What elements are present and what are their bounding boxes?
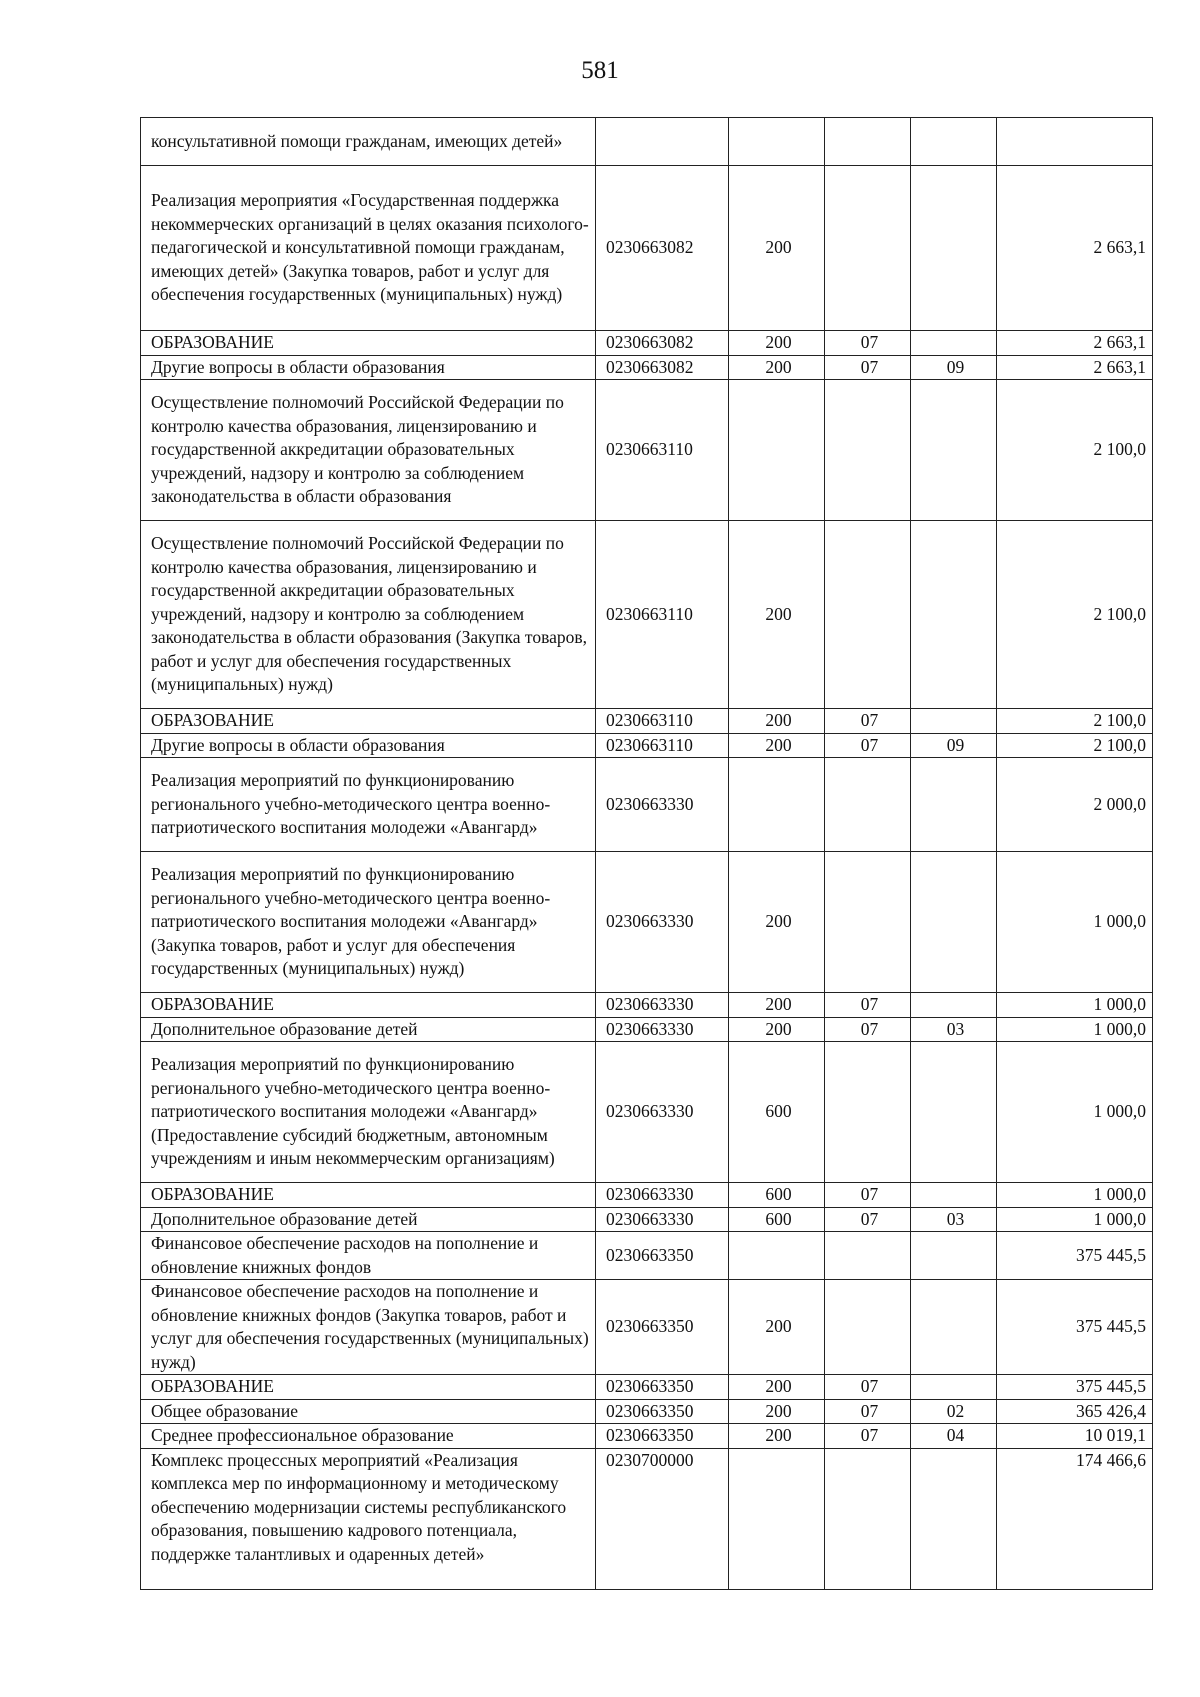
row-name-cell: Другие вопросы в области образования bbox=[141, 355, 596, 380]
row-vr-cell: 200 bbox=[729, 1399, 825, 1424]
row-pr-cell bbox=[911, 852, 997, 993]
row-sum-cell: 2 663,1 bbox=[997, 355, 1153, 380]
row-code-cell: 0230700000 bbox=[596, 1448, 729, 1589]
row-vr-cell bbox=[729, 380, 825, 521]
row-vr-cell bbox=[729, 1232, 825, 1280]
row-vr-cell: 600 bbox=[729, 1042, 825, 1183]
row-pr-cell bbox=[911, 380, 997, 521]
row-sum-cell: 1 000,0 bbox=[997, 1183, 1153, 1208]
table-row bbox=[141, 166, 1153, 331]
row-vr-cell bbox=[729, 118, 825, 166]
budget-table-body bbox=[141, 118, 1153, 1590]
row-sum-cell: 1 000,0 bbox=[997, 1042, 1153, 1183]
row-code-cell: 0230663350 bbox=[596, 1399, 729, 1424]
row-name-cell: Общее образование bbox=[141, 1399, 596, 1424]
budget-table bbox=[140, 117, 1153, 1590]
table-row bbox=[141, 1183, 1153, 1208]
row-code-cell: 0230663330 bbox=[596, 1042, 729, 1183]
table-row bbox=[141, 1424, 1153, 1449]
row-sum-cell: 375 445,5 bbox=[997, 1280, 1153, 1375]
row-sum-cell: 1 000,0 bbox=[997, 1207, 1153, 1232]
row-code-cell: 0230663082 bbox=[596, 166, 729, 331]
row-name-cell: Среднее профессиональное образование bbox=[141, 1424, 596, 1449]
row-name-cell: ОБРАЗОВАНИЕ bbox=[141, 1375, 596, 1400]
row-name-cell: Реализация мероприятий по функционированию регионального учебно-методического центра военно-патриотического воспитания молодежи «Авангард» (Закупка товаров, работ и услуг для обеспечения государственных (муниципальных) нужд) bbox=[141, 852, 596, 993]
row-code-cell: 0230663350 bbox=[596, 1280, 729, 1375]
row-name-cell: Реализация мероприятия «Государственная поддержка некоммерческих организаций в целях оказания психолого-педагогической и консультативной помощи гражданам, имеющих детей» (Закупка товаров, работ и услуг для обеспечения государственных (муниципальных) нужд) bbox=[141, 166, 596, 331]
row-name-cell: Реализация мероприятий по функционированию регионального учебно-методического центра военно-патриотического воспитания молодежи «Авангард» bbox=[141, 758, 596, 852]
row-code-cell: 0230663330 bbox=[596, 1207, 729, 1232]
row-pr-cell bbox=[911, 1042, 997, 1183]
table-row bbox=[141, 733, 1153, 758]
row-vr-cell: 200 bbox=[729, 852, 825, 993]
row-name-cell: Финансовое обеспечение расходов на пополнение и обновление книжных фондов (Закупка товаров, работ и услуг для обеспечения государственных (муниципальных) нужд) bbox=[141, 1280, 596, 1375]
row-pr-cell bbox=[911, 331, 997, 356]
row-sum-cell: 375 445,5 bbox=[997, 1375, 1153, 1400]
row-pr-cell bbox=[911, 1448, 997, 1589]
row-code-cell: 0230663082 bbox=[596, 331, 729, 356]
row-rz-cell: 07 bbox=[825, 1017, 911, 1042]
row-sum-cell: 10 019,1 bbox=[997, 1424, 1153, 1449]
table-row bbox=[141, 380, 1153, 521]
row-vr-cell: 200 bbox=[729, 709, 825, 734]
row-rz-cell: 07 bbox=[825, 355, 911, 380]
row-pr-cell bbox=[911, 118, 997, 166]
row-code-cell: 0230663110 bbox=[596, 733, 729, 758]
row-pr-cell bbox=[911, 993, 997, 1018]
row-vr-cell: 600 bbox=[729, 1207, 825, 1232]
row-sum-cell: 375 445,5 bbox=[997, 1232, 1153, 1280]
row-rz-cell bbox=[825, 1042, 911, 1183]
row-code-cell: 0230663330 bbox=[596, 993, 729, 1018]
row-code-cell: 0230663110 bbox=[596, 709, 729, 734]
row-pr-cell: 03 bbox=[911, 1207, 997, 1232]
row-rz-cell bbox=[825, 1232, 911, 1280]
table-row bbox=[141, 331, 1153, 356]
row-vr-cell: 200 bbox=[729, 521, 825, 709]
row-vr-cell: 200 bbox=[729, 1424, 825, 1449]
row-rz-cell bbox=[825, 758, 911, 852]
row-pr-cell: 09 bbox=[911, 355, 997, 380]
row-rz-cell bbox=[825, 521, 911, 709]
row-code-cell: 0230663350 bbox=[596, 1232, 729, 1280]
row-pr-cell: 04 bbox=[911, 1424, 997, 1449]
row-rz-cell bbox=[825, 380, 911, 521]
row-rz-cell: 07 bbox=[825, 331, 911, 356]
row-rz-cell bbox=[825, 166, 911, 331]
row-rz-cell: 07 bbox=[825, 1399, 911, 1424]
row-name-cell: консультативной помощи гражданам, имеющих детей» bbox=[141, 118, 596, 166]
row-pr-cell bbox=[911, 1232, 997, 1280]
row-name-cell: Комплекс процессных мероприятий «Реализация комплекса мер по информационному и методическому обеспечению модернизации системы республиканского образования, повышению кадрового потенциала, поддержке талантливых и одаренных детей» bbox=[141, 1448, 596, 1589]
row-sum-cell: 2 100,0 bbox=[997, 709, 1153, 734]
row-vr-cell: 200 bbox=[729, 1375, 825, 1400]
row-pr-cell: 03 bbox=[911, 1017, 997, 1042]
row-vr-cell: 200 bbox=[729, 733, 825, 758]
row-rz-cell: 07 bbox=[825, 1375, 911, 1400]
row-sum-cell: 2 100,0 bbox=[997, 521, 1153, 709]
row-sum-cell: 365 426,4 bbox=[997, 1399, 1153, 1424]
row-vr-cell: 200 bbox=[729, 1280, 825, 1375]
row-code-cell: 0230663330 bbox=[596, 1017, 729, 1042]
row-rz-cell: 07 bbox=[825, 1207, 911, 1232]
table-row bbox=[141, 1232, 1153, 1280]
row-name-cell: Осуществление полномочий Российской Федерации по контролю качества образования, лицензированию и государственной аккредитации образовательных учреждений, надзору и контролю за соблюдением законодательства в области образования (Закупка товаров, работ и услуг для обеспечения государственных (муниципальных) нужд) bbox=[141, 521, 596, 709]
row-vr-cell bbox=[729, 1448, 825, 1589]
row-rz-cell bbox=[825, 852, 911, 993]
table-row bbox=[141, 1042, 1153, 1183]
row-sum-cell: 1 000,0 bbox=[997, 1017, 1153, 1042]
table-row bbox=[141, 1448, 1153, 1589]
row-code-cell: 0230663330 bbox=[596, 852, 729, 993]
table-row bbox=[141, 758, 1153, 852]
table-row bbox=[141, 993, 1153, 1018]
row-pr-cell bbox=[911, 166, 997, 331]
row-rz-cell: 07 bbox=[825, 709, 911, 734]
row-pr-cell bbox=[911, 758, 997, 852]
row-name-cell: Финансовое обеспечение расходов на пополнение и обновление книжных фондов bbox=[141, 1232, 596, 1280]
row-sum-cell: 2 663,1 bbox=[997, 166, 1153, 331]
row-code-cell: 0230663350 bbox=[596, 1375, 729, 1400]
row-pr-cell: 02 bbox=[911, 1399, 997, 1424]
row-sum-cell: 2 100,0 bbox=[997, 733, 1153, 758]
row-name-cell: Дополнительное образование детей bbox=[141, 1017, 596, 1042]
table-row bbox=[141, 1399, 1153, 1424]
row-code-cell: 0230663330 bbox=[596, 758, 729, 852]
table-row bbox=[141, 355, 1153, 380]
table-row bbox=[141, 118, 1153, 166]
row-vr-cell: 200 bbox=[729, 1017, 825, 1042]
row-sum-cell: 2 100,0 bbox=[997, 380, 1153, 521]
row-sum-cell: 2 000,0 bbox=[997, 758, 1153, 852]
row-name-cell: ОБРАЗОВАНИЕ bbox=[141, 709, 596, 734]
row-sum-cell bbox=[997, 118, 1153, 166]
row-code-cell: 0230663082 bbox=[596, 355, 729, 380]
row-vr-cell: 200 bbox=[729, 993, 825, 1018]
page-number: 581 bbox=[581, 57, 619, 84]
row-name-cell: ОБРАЗОВАНИЕ bbox=[141, 1183, 596, 1208]
row-code-cell: 0230663330 bbox=[596, 1183, 729, 1208]
row-rz-cell: 07 bbox=[825, 993, 911, 1018]
table-row bbox=[141, 1375, 1153, 1400]
row-vr-cell: 200 bbox=[729, 331, 825, 356]
row-pr-cell bbox=[911, 1375, 997, 1400]
row-name-cell: ОБРАЗОВАНИЕ bbox=[141, 993, 596, 1018]
row-code-cell: 0230663110 bbox=[596, 521, 729, 709]
row-vr-cell bbox=[729, 758, 825, 852]
row-name-cell: Реализация мероприятий по функционированию регионального учебно-методического центра военно-патриотического воспитания молодежи «Авангард» (Предоставление субсидий бюджетным, автономным учреждениям и иным некоммерческим организациям) bbox=[141, 1042, 596, 1183]
row-sum-cell: 2 663,1 bbox=[997, 331, 1153, 356]
row-pr-cell: 09 bbox=[911, 733, 997, 758]
row-rz-cell: 07 bbox=[825, 1424, 911, 1449]
row-name-cell: Осуществление полномочий Российской Федерации по контролю качества образования, лицензированию и государственной аккредитации образовательных учреждений, надзору и контролю за соблюдением законодательства в области образования bbox=[141, 380, 596, 521]
row-name-cell: ОБРАЗОВАНИЕ bbox=[141, 331, 596, 356]
row-rz-cell: 07 bbox=[825, 733, 911, 758]
table-row bbox=[141, 1017, 1153, 1042]
table-row bbox=[141, 852, 1153, 993]
row-vr-cell: 600 bbox=[729, 1183, 825, 1208]
table-row bbox=[141, 1280, 1153, 1375]
row-code-cell bbox=[596, 118, 729, 166]
table-row bbox=[141, 1207, 1153, 1232]
table-row bbox=[141, 709, 1153, 734]
row-vr-cell: 200 bbox=[729, 166, 825, 331]
row-vr-cell: 200 bbox=[729, 355, 825, 380]
row-pr-cell bbox=[911, 709, 997, 734]
row-rz-cell bbox=[825, 1280, 911, 1375]
row-code-cell: 0230663110 bbox=[596, 380, 729, 521]
row-rz-cell bbox=[825, 1448, 911, 1589]
row-pr-cell bbox=[911, 1183, 997, 1208]
row-name-cell: Другие вопросы в области образования bbox=[141, 733, 596, 758]
row-rz-cell: 07 bbox=[825, 1183, 911, 1208]
row-name-cell: Дополнительное образование детей bbox=[141, 1207, 596, 1232]
row-pr-cell bbox=[911, 1280, 997, 1375]
row-sum-cell: 1 000,0 bbox=[997, 993, 1153, 1018]
row-code-cell: 0230663350 bbox=[596, 1424, 729, 1449]
table-row bbox=[141, 521, 1153, 709]
row-pr-cell bbox=[911, 521, 997, 709]
row-sum-cell: 174 466,6 bbox=[997, 1448, 1153, 1589]
row-sum-cell: 1 000,0 bbox=[997, 852, 1153, 993]
row-rz-cell bbox=[825, 118, 911, 166]
